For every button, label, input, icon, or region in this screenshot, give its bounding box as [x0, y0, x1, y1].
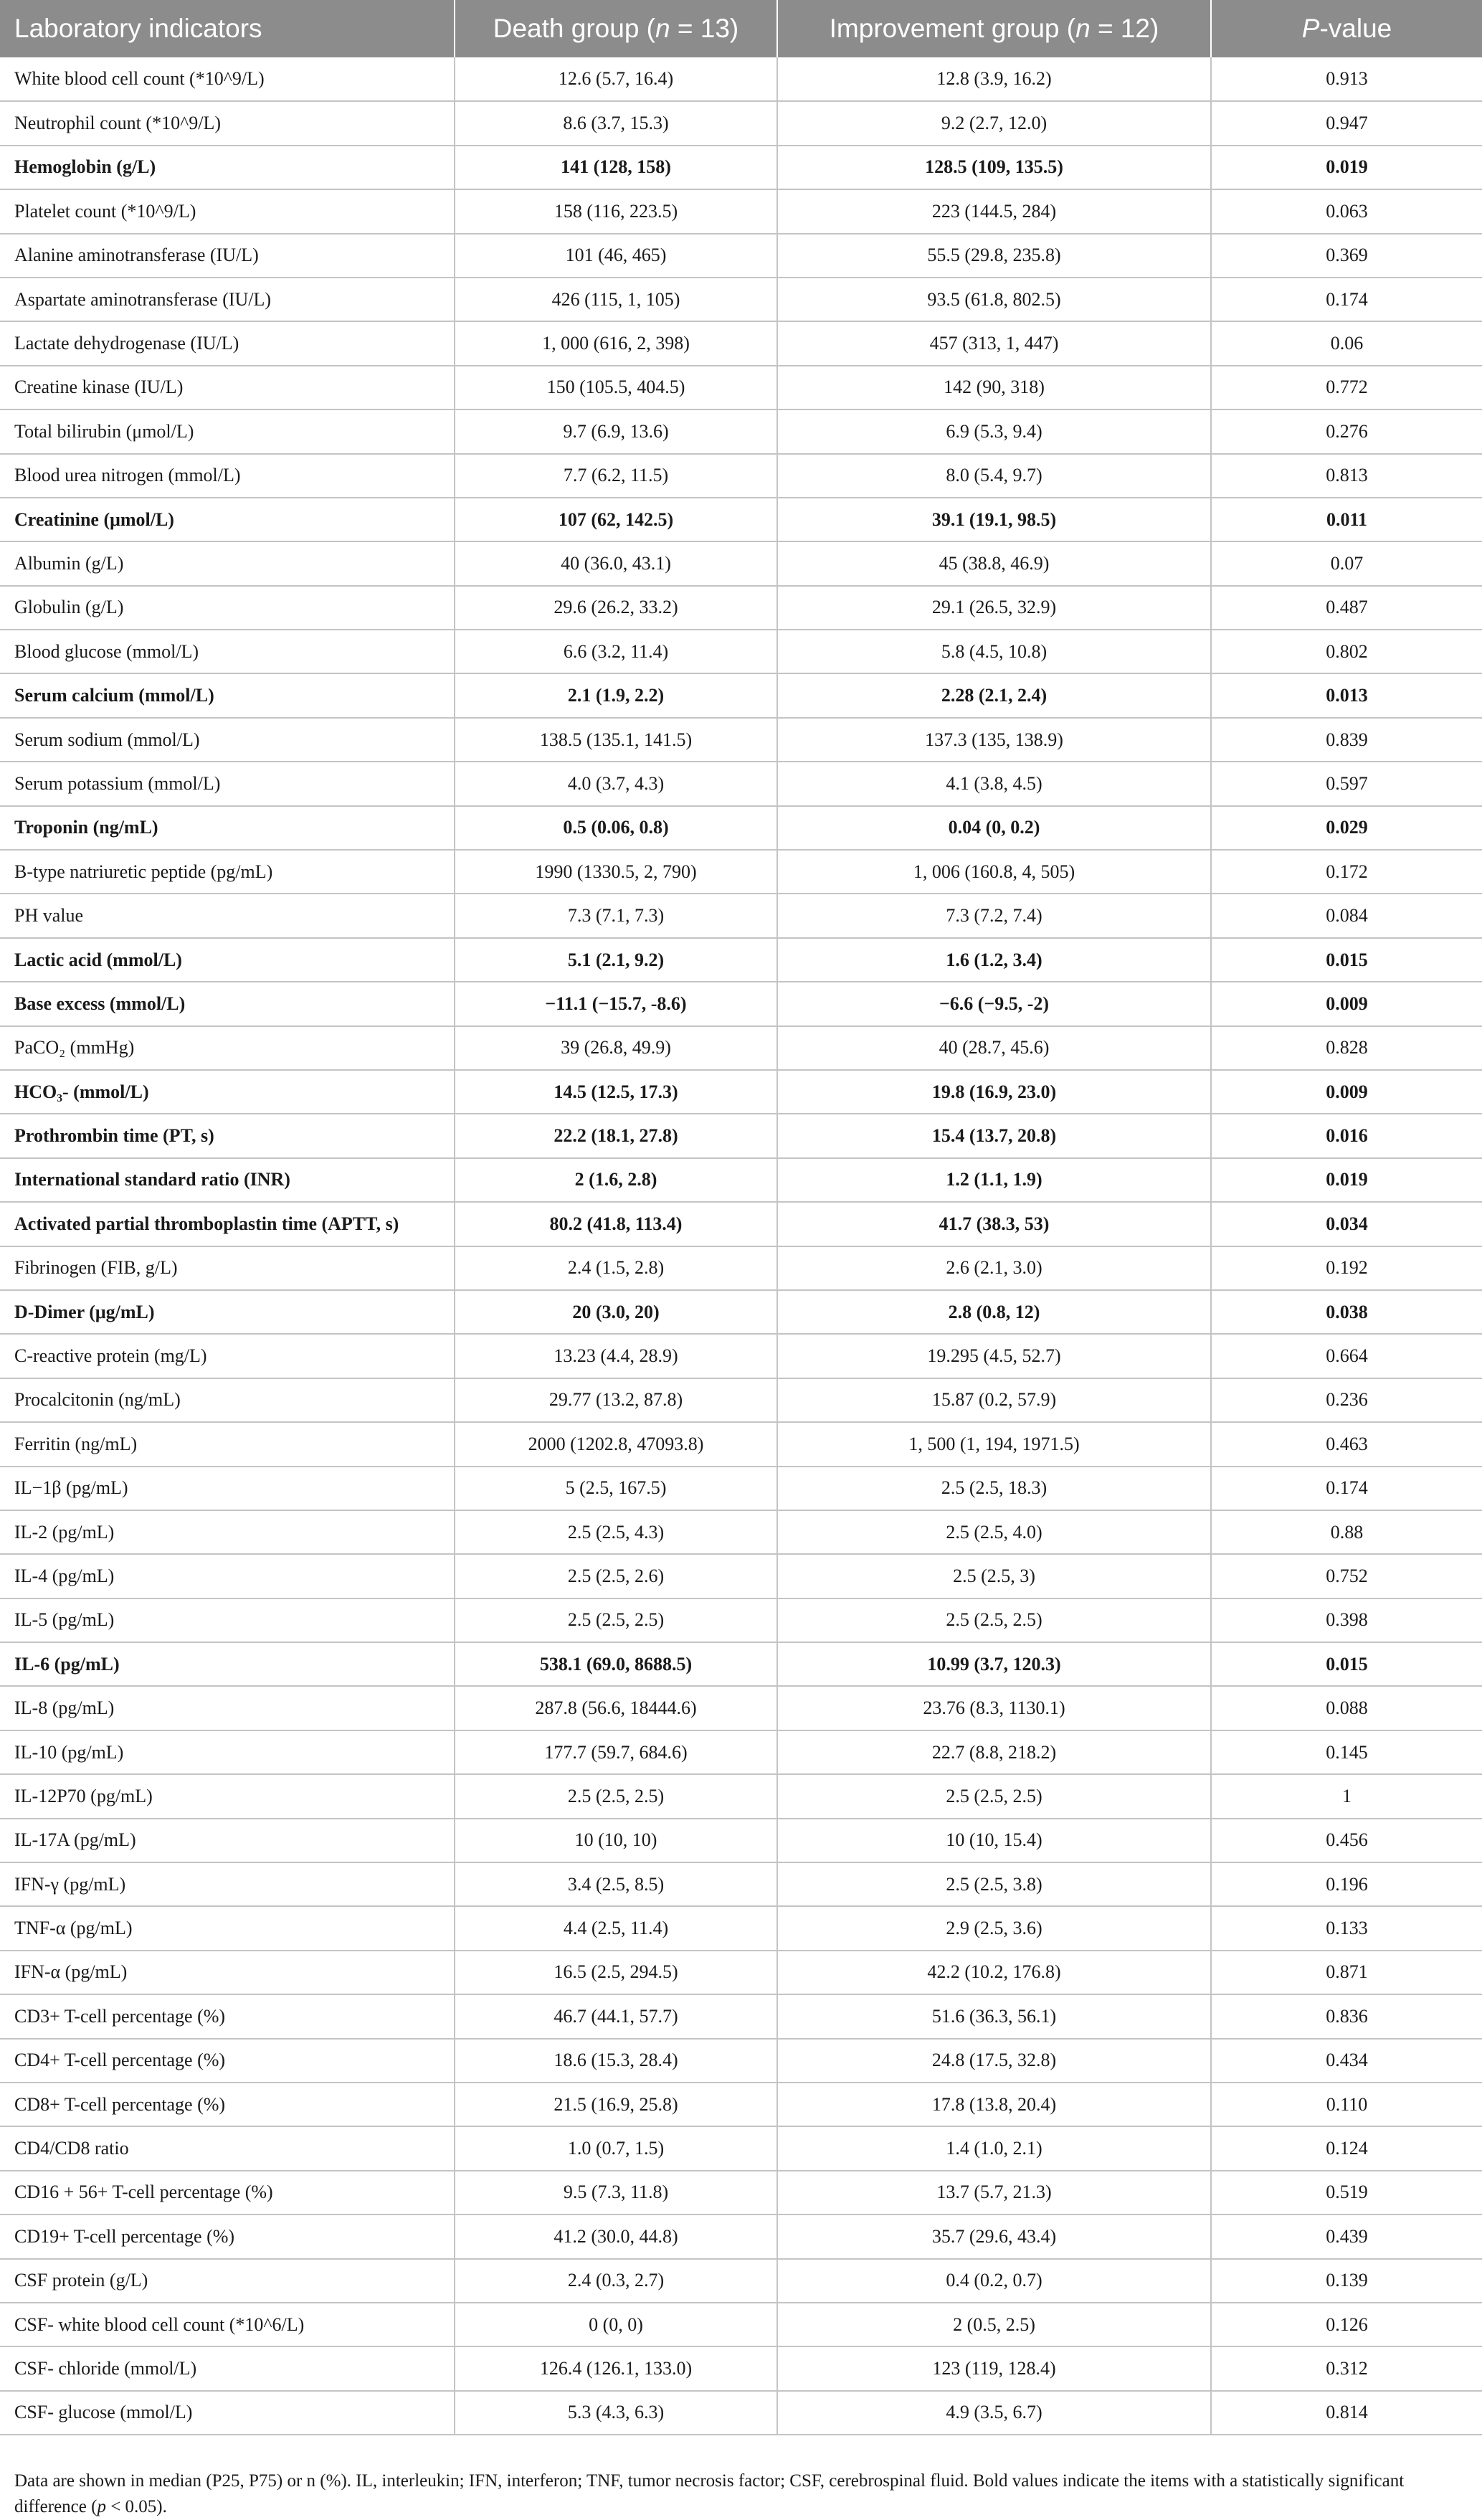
table-row: [0, 1246, 1482, 1290]
table-row: [0, 1114, 1482, 1157]
table-row: [0, 234, 1482, 278]
cell-death-group: 2 (1.6, 2.8): [455, 1158, 777, 1202]
cell-indicator: International standard ratio (INR): [0, 1158, 455, 1202]
cell-improvement-group: 2.9 (2.5, 3.6): [777, 1906, 1211, 1950]
cell-indicator: IFN-γ (pg/mL): [0, 1862, 455, 1906]
cell-indicator: CD19+ T-cell percentage (%): [0, 2215, 455, 2258]
table-row: [0, 1158, 1482, 1202]
table-row: [0, 586, 1482, 630]
table-row: [0, 2346, 1482, 2390]
cell-death-group: 2.4 (0.3, 2.7): [455, 2259, 777, 2303]
cell-indicator: Fibrinogen (FIB, g/L): [0, 1246, 455, 1290]
cell-death-group: 20 (3.0, 20): [455, 1290, 777, 1334]
cell-indicator: Troponin (ng/mL): [0, 806, 455, 850]
cell-improvement-group: −6.6 (−9.5, -2): [777, 982, 1211, 1025]
cell-death-group: 101 (46, 465): [455, 234, 777, 278]
cell-indicator: IL-2 (pg/mL): [0, 1510, 455, 1554]
cell-improvement-group: 1.4 (1.0, 2.1): [777, 2126, 1211, 2170]
cell-improvement-group: 13.7 (5.7, 21.3): [777, 2171, 1211, 2215]
table-row: [0, 454, 1482, 498]
cell-death-group: 158 (116, 223.5): [455, 189, 777, 233]
cell-p-value: 0.174: [1211, 1467, 1482, 1510]
cell-p-value: 0.016: [1211, 1114, 1482, 1157]
cell-indicator: IL-10 (pg/mL): [0, 1730, 455, 1774]
cell-death-group: 40 (36.0, 43.1): [455, 541, 777, 585]
table-row: [0, 1290, 1482, 1334]
cell-p-value: 0.015: [1211, 1642, 1482, 1686]
cell-death-group: 538.1 (69.0, 8688.5): [455, 1642, 777, 1686]
table-row: [0, 1467, 1482, 1510]
cell-improvement-group: 15.4 (13.7, 20.8): [777, 1114, 1211, 1157]
cell-p-value: 0.009: [1211, 1070, 1482, 1114]
cell-indicator: CD8+ T-cell percentage (%): [0, 2083, 455, 2126]
cell-indicator: Serum sodium (mmol/L): [0, 718, 455, 762]
cell-death-group: 2.5 (2.5, 2.6): [455, 1554, 777, 1598]
cell-improvement-group: 2.5 (2.5, 3): [777, 1554, 1211, 1598]
cell-p-value: 0.126: [1211, 2303, 1482, 2346]
cell-death-group: 16.5 (2.5, 294.5): [455, 1951, 777, 1994]
cell-death-group: 22.2 (18.1, 27.8): [455, 1114, 777, 1157]
cell-death-group: 426 (115, 1, 105): [455, 278, 777, 321]
cell-p-value: 0.029: [1211, 806, 1482, 850]
cell-improvement-group: 1.2 (1.1, 1.9): [777, 1158, 1211, 1202]
cell-p-value: 0.124: [1211, 2126, 1482, 2170]
cell-p-value: 0.839: [1211, 718, 1482, 762]
table-row: [0, 1378, 1482, 1422]
cell-death-group: 150 (105.5, 404.5): [455, 366, 777, 409]
cell-p-value: 0.019: [1211, 1158, 1482, 1202]
cell-indicator: Blood urea nitrogen (mmol/L): [0, 454, 455, 498]
table-header-row: [0, 0, 1482, 57]
header-indicator: Laboratory indicators: [0, 0, 455, 57]
table-row: [0, 321, 1482, 365]
cell-improvement-group: 42.2 (10.2, 176.8): [777, 1951, 1211, 1994]
cell-p-value: 0.772: [1211, 366, 1482, 409]
cell-p-value: 0.011: [1211, 498, 1482, 541]
cell-death-group: 4.0 (3.7, 4.3): [455, 762, 777, 805]
cell-improvement-group: 17.8 (13.8, 20.4): [777, 2083, 1211, 2126]
cell-indicator: Neutrophil count (*10^9/L): [0, 101, 455, 145]
table-row: [0, 498, 1482, 541]
cell-improvement-group: 24.8 (17.5, 32.8): [777, 2039, 1211, 2083]
cell-p-value: 0.196: [1211, 1862, 1482, 1906]
cell-death-group: 5 (2.5, 167.5): [455, 1467, 777, 1510]
cell-indicator: CSF- glucose (mmol/L): [0, 2391, 455, 2435]
cell-indicator: Activated partial thromboplastin time (APTT, s): [0, 1202, 455, 1246]
cell-p-value: 0.06: [1211, 321, 1482, 365]
cell-death-group: 12.6 (5.7, 16.4): [455, 57, 777, 101]
cell-p-value: 0.813: [1211, 454, 1482, 498]
cell-improvement-group: 2.5 (2.5, 2.5): [777, 1598, 1211, 1642]
cell-improvement-group: 2.6 (2.1, 3.0): [777, 1246, 1211, 1290]
cell-death-group: 80.2 (41.8, 113.4): [455, 1202, 777, 1246]
cell-indicator: CSF- chloride (mmol/L): [0, 2346, 455, 2390]
cell-death-group: 39 (26.8, 49.9): [455, 1026, 777, 1070]
cell-indicator: IL-8 (pg/mL): [0, 1686, 455, 1730]
cell-indicator: CD3+ T-cell percentage (%): [0, 1994, 455, 2038]
cell-death-group: 6.6 (3.2, 11.4): [455, 630, 777, 673]
cell-indicator: Prothrombin time (PT, s): [0, 1114, 455, 1157]
cell-death-group: 2000 (1202.8, 47093.8): [455, 1422, 777, 1466]
cell-p-value: 0.439: [1211, 2215, 1482, 2258]
table-row: [0, 938, 1482, 982]
cell-p-value: 0.019: [1211, 146, 1482, 189]
cell-death-group: 2.1 (1.9, 2.2): [455, 673, 777, 717]
table-row: [0, 630, 1482, 673]
cell-death-group: 8.6 (3.7, 15.3): [455, 101, 777, 145]
table-row: [0, 1862, 1482, 1906]
cell-improvement-group: 29.1 (26.5, 32.9): [777, 586, 1211, 630]
cell-improvement-group: 2.5 (2.5, 3.8): [777, 1862, 1211, 1906]
cell-death-group: 21.5 (16.9, 25.8): [455, 2083, 777, 2126]
cell-p-value: 0.110: [1211, 2083, 1482, 2126]
table-row: [0, 1598, 1482, 1642]
cell-indicator: Base excess (mmol/L): [0, 982, 455, 1025]
cell-death-group: 2.5 (2.5, 2.5): [455, 1774, 777, 1818]
cell-p-value: 0.139: [1211, 2259, 1482, 2303]
table-row: [0, 1819, 1482, 1862]
cell-improvement-group: 15.87 (0.2, 57.9): [777, 1378, 1211, 1422]
cell-improvement-group: 10 (10, 15.4): [777, 1819, 1211, 1862]
cell-indicator: CSF protein (g/L): [0, 2259, 455, 2303]
cell-death-group: 287.8 (56.6, 18444.6): [455, 1686, 777, 1730]
table-row: [0, 1026, 1482, 1070]
cell-indicator: IL−1β (pg/mL): [0, 1467, 455, 1510]
cell-p-value: 0.034: [1211, 1202, 1482, 1246]
cell-improvement-group: 55.5 (29.8, 235.8): [777, 234, 1211, 278]
cell-improvement-group: 2 (0.5, 2.5): [777, 2303, 1211, 2346]
table-row: [0, 1730, 1482, 1774]
cell-improvement-group: 6.9 (5.3, 9.4): [777, 409, 1211, 453]
cell-p-value: 0.398: [1211, 1598, 1482, 1642]
table-row: [0, 1951, 1482, 1994]
cell-improvement-group: 0.4 (0.2, 0.7): [777, 2259, 1211, 2303]
cell-p-value: 0.802: [1211, 630, 1482, 673]
cell-improvement-group: 142 (90, 318): [777, 366, 1211, 409]
cell-indicator: IFN-α (pg/mL): [0, 1951, 455, 1994]
cell-death-group: −11.1 (−15.7, -8.6): [455, 982, 777, 1025]
cell-death-group: 46.7 (44.1, 57.7): [455, 1994, 777, 2038]
cell-p-value: 0.013: [1211, 673, 1482, 717]
table-row: [0, 2215, 1482, 2258]
cell-death-group: 9.5 (7.3, 11.8): [455, 2171, 777, 2215]
cell-improvement-group: 23.76 (8.3, 1130.1): [777, 1686, 1211, 1730]
cell-p-value: 0.814: [1211, 2391, 1482, 2435]
cell-p-value: 0.172: [1211, 850, 1482, 894]
cell-indicator: Procalcitonin (ng/mL): [0, 1378, 455, 1422]
cell-improvement-group: 10.99 (3.7, 120.3): [777, 1642, 1211, 1686]
cell-indicator: Serum potassium (mmol/L): [0, 762, 455, 805]
cell-death-group: 0 (0, 0): [455, 2303, 777, 2346]
cell-p-value: 0.174: [1211, 278, 1482, 321]
cell-improvement-group: 1, 500 (1, 194, 1971.5): [777, 1422, 1211, 1466]
table-row: [0, 1774, 1482, 1818]
cell-p-value: 0.463: [1211, 1422, 1482, 1466]
header-improvement-group: Improvement group (n = 12): [777, 0, 1211, 57]
cell-p-value: 0.752: [1211, 1554, 1482, 1598]
cell-p-value: 0.828: [1211, 1026, 1482, 1070]
cell-death-group: 13.23 (4.4, 28.9): [455, 1334, 777, 1378]
cell-p-value: 0.063: [1211, 189, 1482, 233]
cell-indicator: Albumin (g/L): [0, 541, 455, 585]
cell-improvement-group: 2.28 (2.1, 2.4): [777, 673, 1211, 717]
cell-death-group: 1.0 (0.7, 1.5): [455, 2126, 777, 2170]
cell-improvement-group: 8.0 (5.4, 9.7): [777, 454, 1211, 498]
table-row: [0, 101, 1482, 145]
cell-improvement-group: 1, 006 (160.8, 4, 505): [777, 850, 1211, 894]
table-row: [0, 1554, 1482, 1598]
cell-death-group: 138.5 (135.1, 141.5): [455, 718, 777, 762]
table-body: [0, 57, 1482, 2435]
table-row: [0, 1070, 1482, 1114]
cell-p-value: 0.836: [1211, 1994, 1482, 2038]
cell-improvement-group: 35.7 (29.6, 43.4): [777, 2215, 1211, 2258]
table-row: [0, 541, 1482, 585]
table-row: [0, 673, 1482, 717]
cell-indicator: Aspartate aminotransferase (IU/L): [0, 278, 455, 321]
table-row: [0, 366, 1482, 409]
cell-p-value: 0.487: [1211, 586, 1482, 630]
cell-p-value: 0.236: [1211, 1378, 1482, 1422]
cell-death-group: 3.4 (2.5, 8.5): [455, 1862, 777, 1906]
table-row: [0, 2259, 1482, 2303]
cell-death-group: 1990 (1330.5, 2, 790): [455, 850, 777, 894]
cell-p-value: 0.913: [1211, 57, 1482, 101]
cell-indicator: CSF- white blood cell count (*10^6/L): [0, 2303, 455, 2346]
cell-death-group: 7.3 (7.1, 7.3): [455, 894, 777, 937]
cell-death-group: 10 (10, 10): [455, 1819, 777, 1862]
cell-improvement-group: 45 (38.8, 46.9): [777, 541, 1211, 585]
table-row: [0, 718, 1482, 762]
cell-p-value: 1: [1211, 1774, 1482, 1818]
cell-improvement-group: 4.1 (3.8, 4.5): [777, 762, 1211, 805]
table-row: [0, 1994, 1482, 2038]
cell-death-group: 0.5 (0.06, 0.8): [455, 806, 777, 850]
cell-indicator: Lactate dehydrogenase (IU/L): [0, 321, 455, 365]
cell-p-value: 0.07: [1211, 541, 1482, 585]
table-row: [0, 189, 1482, 233]
cell-death-group: 2.5 (2.5, 4.3): [455, 1510, 777, 1554]
cell-improvement-group: 12.8 (3.9, 16.2): [777, 57, 1211, 101]
cell-p-value: 0.038: [1211, 1290, 1482, 1334]
table-row: [0, 1334, 1482, 1378]
cell-indicator: White blood cell count (*10^9/L): [0, 57, 455, 101]
cell-improvement-group: 457 (313, 1, 447): [777, 321, 1211, 365]
cell-indicator: Creatine kinase (IU/L): [0, 366, 455, 409]
cell-improvement-group: 9.2 (2.7, 12.0): [777, 101, 1211, 145]
cell-indicator: Ferritin (ng/mL): [0, 1422, 455, 1466]
cell-improvement-group: 19.295 (4.5, 52.7): [777, 1334, 1211, 1378]
table-row: [0, 2126, 1482, 2170]
header-p-value: P-value: [1301, 14, 1392, 43]
cell-indicator: D-Dimer (μg/mL): [0, 1290, 455, 1334]
table-row: [0, 894, 1482, 937]
cell-death-group: 14.5 (12.5, 17.3): [455, 1070, 777, 1114]
header-death-group: Death group (n = 13): [455, 0, 777, 57]
cell-indicator: Creatinine (μmol/L): [0, 498, 455, 541]
table-row: [0, 1906, 1482, 1950]
table-row: [0, 278, 1482, 321]
cell-death-group: 18.6 (15.3, 28.4): [455, 2039, 777, 2083]
table-row: [0, 1510, 1482, 1554]
cell-death-group: 41.2 (30.0, 44.8): [455, 2215, 777, 2258]
cell-indicator: IL-12P70 (pg/mL): [0, 1774, 455, 1818]
cell-improvement-group: 2.8 (0.8, 12): [777, 1290, 1211, 1334]
cell-improvement-group: 5.8 (4.5, 10.8): [777, 630, 1211, 673]
cell-indicator: IL-5 (pg/mL): [0, 1598, 455, 1642]
cell-improvement-group: 137.3 (135, 138.9): [777, 718, 1211, 762]
cell-indicator: PaCO₂ (mmHg): [0, 1026, 455, 1070]
cell-death-group: 1, 000 (616, 2, 398): [455, 321, 777, 365]
cell-death-group: 7.7 (6.2, 11.5): [455, 454, 777, 498]
cell-p-value: 0.015: [1211, 938, 1482, 982]
cell-death-group: 141 (128, 158): [455, 146, 777, 189]
cell-indicator: HCO₃- (mmol/L): [0, 1070, 455, 1114]
table-row: [0, 2303, 1482, 2346]
cell-death-group: 107 (62, 142.5): [455, 498, 777, 541]
cell-indicator: Serum calcium (mmol/L): [0, 673, 455, 717]
cell-indicator: Hemoglobin (g/L): [0, 146, 455, 189]
cell-p-value: 0.009: [1211, 982, 1482, 1025]
cell-improvement-group: 93.5 (61.8, 802.5): [777, 278, 1211, 321]
cell-death-group: 29.77 (13.2, 87.8): [455, 1378, 777, 1422]
table-row: [0, 409, 1482, 453]
table-row: [0, 146, 1482, 189]
cell-death-group: 2.5 (2.5, 2.5): [455, 1598, 777, 1642]
cell-indicator: IL-17A (pg/mL): [0, 1819, 455, 1862]
cell-indicator: C-reactive protein (mg/L): [0, 1334, 455, 1378]
cell-indicator: Total bilirubin (μmol/L): [0, 409, 455, 453]
cell-p-value: 0.519: [1211, 2171, 1482, 2215]
cell-indicator: B-type natriuretic peptide (pg/mL): [0, 850, 455, 894]
cell-improvement-group: 41.7 (38.3, 53): [777, 1202, 1211, 1246]
cell-p-value: 0.133: [1211, 1906, 1482, 1950]
cell-improvement-group: 0.04 (0, 0.2): [777, 806, 1211, 850]
cell-death-group: 5.1 (2.1, 9.2): [455, 938, 777, 982]
cell-improvement-group: 2.5 (2.5, 2.5): [777, 1774, 1211, 1818]
cell-indicator: CD4/CD8 ratio: [0, 2126, 455, 2170]
cell-indicator: IL-6 (pg/mL): [0, 1642, 455, 1686]
cell-indicator: PH value: [0, 894, 455, 937]
cell-indicator: Globulin (g/L): [0, 586, 455, 630]
cell-indicator: Blood glucose (mmol/L): [0, 630, 455, 673]
cell-improvement-group: 39.1 (19.1, 98.5): [777, 498, 1211, 541]
cell-death-group: 29.6 (26.2, 33.2): [455, 586, 777, 630]
table-row: [0, 57, 1482, 101]
cell-death-group: 4.4 (2.5, 11.4): [455, 1906, 777, 1950]
cell-p-value: 0.276: [1211, 409, 1482, 453]
table-row: [0, 1642, 1482, 1686]
cell-p-value: 0.871: [1211, 1951, 1482, 1994]
cell-death-group: 126.4 (126.1, 133.0): [455, 2346, 777, 2390]
cell-improvement-group: 1.6 (1.2, 3.4): [777, 938, 1211, 982]
cell-improvement-group: 123 (119, 128.4): [777, 2346, 1211, 2390]
cell-indicator: Platelet count (*10^9/L): [0, 189, 455, 233]
cell-death-group: 2.4 (1.5, 2.8): [455, 1246, 777, 1290]
cell-indicator: Alanine aminotransferase (IU/L): [0, 234, 455, 278]
table-row: [0, 2083, 1482, 2126]
cell-death-group: 9.7 (6.9, 13.6): [455, 409, 777, 453]
cell-indicator: TNF-α (pg/mL): [0, 1906, 455, 1950]
cell-improvement-group: 22.7 (8.8, 218.2): [777, 1730, 1211, 1774]
table-row: [0, 2171, 1482, 2215]
cell-p-value: 0.664: [1211, 1334, 1482, 1378]
cell-indicator: CD16 + 56+ T-cell percentage (%): [0, 2171, 455, 2215]
cell-p-value: 0.145: [1211, 1730, 1482, 1774]
cell-p-value: 0.597: [1211, 762, 1482, 805]
cell-improvement-group: 4.9 (3.5, 6.7): [777, 2391, 1211, 2435]
table-row: [0, 1686, 1482, 1730]
table-row: [0, 982, 1482, 1025]
cell-p-value: 0.434: [1211, 2039, 1482, 2083]
cell-p-value: 0.088: [1211, 1686, 1482, 1730]
cell-p-value: 0.369: [1211, 234, 1482, 278]
table-row: [0, 1202, 1482, 1246]
table-row: [0, 850, 1482, 894]
cell-improvement-group: 40 (28.7, 45.6): [777, 1026, 1211, 1070]
cell-p-value: 0.084: [1211, 894, 1482, 937]
cell-indicator: IL-4 (pg/mL): [0, 1554, 455, 1598]
cell-death-group: 5.3 (4.3, 6.3): [455, 2391, 777, 2435]
cell-indicator: Lactic acid (mmol/L): [0, 938, 455, 982]
cell-p-value: 0.947: [1211, 101, 1482, 145]
cell-p-value: 0.312: [1211, 2346, 1482, 2390]
cell-improvement-group: 2.5 (2.5, 18.3): [777, 1467, 1211, 1510]
table-row: [0, 762, 1482, 805]
cell-death-group: 177.7 (59.7, 684.6): [455, 1730, 777, 1774]
cell-indicator: CD4+ T-cell percentage (%): [0, 2039, 455, 2083]
table-footnote: Data are shown in median (P25, P75) or n (%). IL, interleukin; IFN, interferon; TNF, tumor necrosis factor; CSF, cerebrospinal fluid. Bold values indicate the items with a statistically significant difference (p < 0.05).: [14, 2471, 1405, 2516]
table-row: [0, 2039, 1482, 2083]
table-row: [0, 2391, 1482, 2435]
table-row: [0, 806, 1482, 850]
cell-p-value: 0.192: [1211, 1246, 1482, 1290]
cell-p-value: 0.88: [1211, 1510, 1482, 1554]
cell-improvement-group: 7.3 (7.2, 7.4): [777, 894, 1211, 937]
cell-improvement-group: 223 (144.5, 284): [777, 189, 1211, 233]
cell-improvement-group: 19.8 (16.9, 23.0): [777, 1070, 1211, 1114]
cell-improvement-group: 51.6 (36.3, 56.1): [777, 1994, 1211, 2038]
cell-improvement-group: 128.5 (109, 135.5): [777, 146, 1211, 189]
table-row: [0, 1422, 1482, 1466]
cell-p-value: 0.456: [1211, 1819, 1482, 1862]
cell-improvement-group: 2.5 (2.5, 4.0): [777, 1510, 1211, 1554]
